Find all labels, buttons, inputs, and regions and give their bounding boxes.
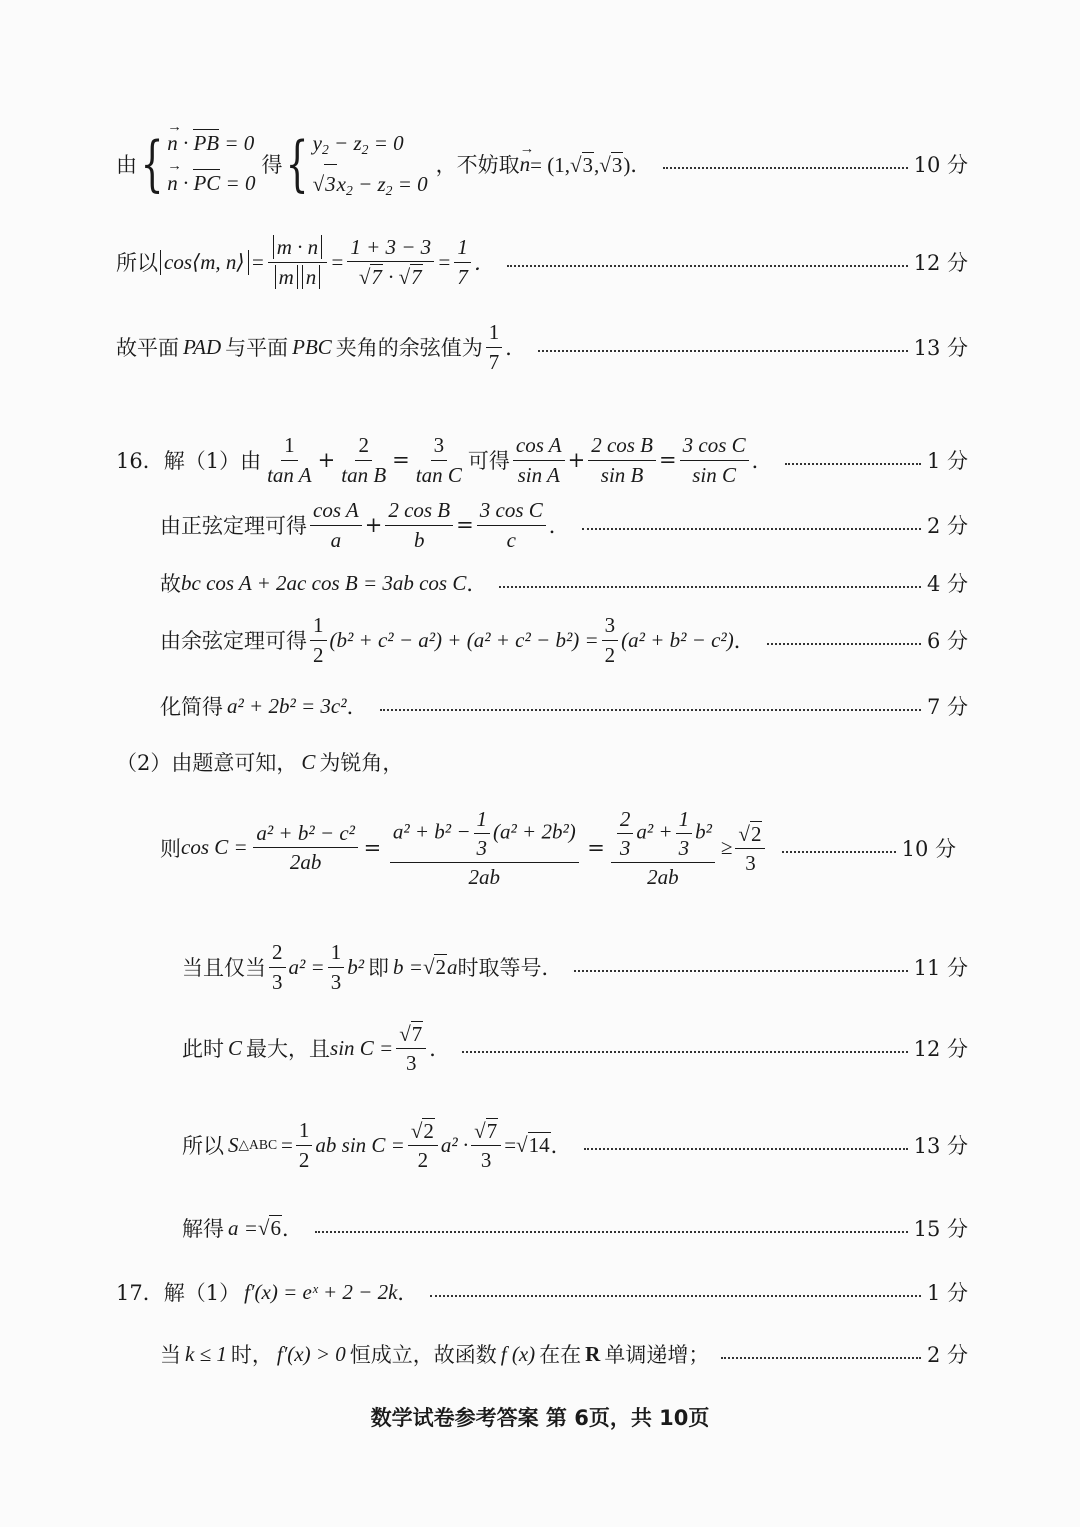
- fraction: $\frac{3}{\text{tan C}}$: [415, 433, 462, 487]
- score: 10 分: [913, 153, 968, 177]
- leader-dots: [430, 1295, 921, 1297]
- score: 15 分: [913, 1217, 968, 1241]
- fraction: $\frac{m \cdot n}{\text{m n}}$: [268, 235, 327, 288]
- score: 2 分: [926, 514, 968, 538]
- fraction: $\frac{\text{a² + b² − c²}}{2ab}$: [251, 821, 361, 874]
- score: 12 分: [913, 251, 968, 275]
- fraction: √ 2 2: [408, 1118, 438, 1172]
- answer-line-2pts: 由正弦定理可得 $\frac{\text{cos A}}{a}$ + $\frac{\text{2 cos B}}{b}$ = $\frac{\text{3 cos C}}{c}$ ． 2 分: [160, 498, 968, 552]
- answer-line-7pts: 化简得 a² + 2b² = 3c² ． 7 分: [0, 688, 1080, 724]
- score: 13 分: [913, 336, 968, 360]
- answer-line-17-1pt: 17．解（1） f′(x) = eˣ + 2 − 2k ． 1 分: [0, 1272, 1080, 1312]
- answer-line-12pts-b: 此时 C 最大，且 sin C = √ 7 3 ． 12 分: [182, 1021, 968, 1075]
- left-brace: {: [140, 129, 164, 199]
- text: ，不妨取: [435, 153, 520, 177]
- fraction: $\frac{3}{2}$: [602, 613, 619, 666]
- fraction: $\frac{1}{3}$: [328, 940, 345, 993]
- leader-dots: [721, 1357, 921, 1359]
- answer-line-6pts: 由余弦定理可得 $\frac{1}{2}$ (b² + c² − a²) + (a² + c² − b²) = $\frac{3}{2}$ (a² + b² − c²) ． 6 分: [160, 613, 968, 667]
- leader-dots: [462, 1051, 907, 1053]
- leader-dots: [538, 350, 907, 352]
- left-brace: {: [286, 129, 310, 199]
- text: 由: [116, 153, 137, 177]
- score: 1 分: [926, 1281, 968, 1305]
- score: 13 分: [913, 1134, 968, 1158]
- score: 1 分: [926, 449, 968, 473]
- fraction: $\frac{\text{3 cos C}}{\text{sin C}}$: [680, 433, 749, 486]
- fraction: $\frac{2}{3}$ a² + $\frac{1}{3}$ b² 2ab: [608, 807, 718, 889]
- fraction: $\frac{2}{\text{tan B}}$: [341, 433, 387, 487]
- answer-line-15pts: 解得 a = √ 6 ． 15 分: [0, 1208, 1080, 1248]
- leader-dots: [782, 851, 895, 853]
- fraction: $\frac{\text{2 cos B}}{\text{sin B}}$: [588, 433, 656, 486]
- page-footer: 数学试卷参考答案 第 6页，共 10页: [370, 1406, 710, 1430]
- leader-dots: [582, 528, 921, 530]
- leader-dots: [574, 970, 907, 972]
- fraction: $\frac{\text{2 cos B}}{b}$: [385, 498, 453, 551]
- equation-system-2: $y_2 - z_2 = 0$ √ 3 $x_2 - z_2 = 0$: [313, 124, 428, 205]
- equation-system-1: → n · PB = 0 → n · PC = 0: [167, 124, 255, 204]
- answer-line-10pts: [0, 118, 1080, 210]
- math: = (1, √ 3 , √ 3 )．: [530, 153, 652, 177]
- answer-line-11pts: 当且仅当 $\frac{2}{3}$ a² = $\frac{1}{3}$ b² 即 b = √ 2 a 时取等号． 11 分: [182, 940, 968, 994]
- fraction: √ 7 3: [471, 1118, 501, 1172]
- text: 所以: [116, 251, 158, 275]
- part-2-heading: （2）由题意可知， C 为锐角，: [116, 749, 404, 775]
- text: 得: [261, 153, 283, 177]
- leader-dots: [785, 463, 921, 465]
- answer-line-13pts: 故平面 PAD 与平面 PBC 夹角的余弦值为 $\frac{1}{7}$ ． 13 分: [116, 320, 968, 374]
- leader-dots: [584, 1148, 908, 1150]
- fraction: a² + b² − $\frac{1}{3}$ (a² + 2b²) 2ab: [384, 807, 584, 889]
- score: 12 分: [913, 1037, 968, 1061]
- leader-dots: [315, 1231, 908, 1233]
- fraction: $\frac{\text{cos A}}{\text{sin A}}$: [513, 433, 565, 486]
- fraction: $\frac{2}{3}$: [269, 940, 286, 993]
- answer-line-13pts-b: 所以 S △ABC = $\frac{1}{2}$ ab sin C = √ 2 2 a² · √ 7 3 = √ 14 ． 13 分: [182, 1118, 968, 1172]
- leader-dots: [499, 586, 921, 588]
- score: 6 分: [926, 629, 968, 653]
- answer-line-4pts: 故 bc cos A + 2ac cos B = 3ab cos C ． 4 分: [0, 565, 1080, 601]
- fraction: $\frac{\text{3 cos C}}{c}$: [477, 498, 546, 551]
- leader-dots: [663, 167, 907, 169]
- fraction: $\frac{1}{2}$: [296, 1118, 313, 1171]
- answer-line-16-1pt: 16．解（1）由 $\frac{1}{\text{tan A}}$ + $\frac{2}{\text{tan B}}$ = $\frac{3}{\text{tan C}}$ 可得 $\frac{\text{cos A}}{\text{sin A}}$ + $\frac{\text{2 cos B}}{\text{sin B}}$ = $\frac{\text{3 cos C}}{\text{sin C}}$ ． 1 分: [116, 433, 968, 487]
- fraction: $\frac{\text{cos A}}{a}$: [310, 498, 362, 551]
- leader-dots: [380, 709, 921, 711]
- fraction: √ 2 3: [735, 821, 765, 875]
- fraction: $\frac{1}{2}$: [310, 613, 327, 666]
- math: → n: [520, 152, 531, 177]
- fraction: $\frac{1}{\text{tan A}}$: [267, 433, 312, 487]
- abs-cos: cos⟨m, n⟩: [160, 250, 249, 275]
- fraction: $\frac{1}{7}$: [486, 320, 503, 373]
- answer-line-12pts: 所以 cos⟨m, n⟩ = $\frac{m \cdot n}{\text{m n}}$ = 1 + 3 − 3 √ 7 · √ 7 = $\frac{1}{7}$ ． 12 分: [116, 234, 968, 289]
- score: 7 分: [926, 695, 968, 719]
- score: 11 分: [913, 956, 968, 980]
- fraction: √ 7 3: [396, 1021, 426, 1075]
- leader-dots: [767, 643, 921, 645]
- answer-line-10pts-b: 则 cos C = $\frac{\text{a² + b² − c²}}{2ab}$ = a² + b² − $\frac{1}{3}$ (a² + 2b²) 2ab = $\frac{2}{3}$ a² + $\frac{1}{3}$ b² 2ab ≥ √ 2 3 10 分: [160, 806, 956, 890]
- score: 4 分: [926, 572, 968, 596]
- fraction: $\frac{1}{7}$: [454, 235, 471, 288]
- fraction: 1 + 3 − 3 √ 7 · √ 7: [347, 235, 434, 289]
- score: 10 分: [901, 837, 956, 861]
- score: 2 分: [926, 1343, 968, 1367]
- leader-dots: [507, 265, 908, 267]
- answer-line-17-2pts: 当 k ≤ 1 时， f′(x) > 0 恒成立，故函数 f (x) 在在 R 单调递增； 2 分: [0, 1334, 1080, 1374]
